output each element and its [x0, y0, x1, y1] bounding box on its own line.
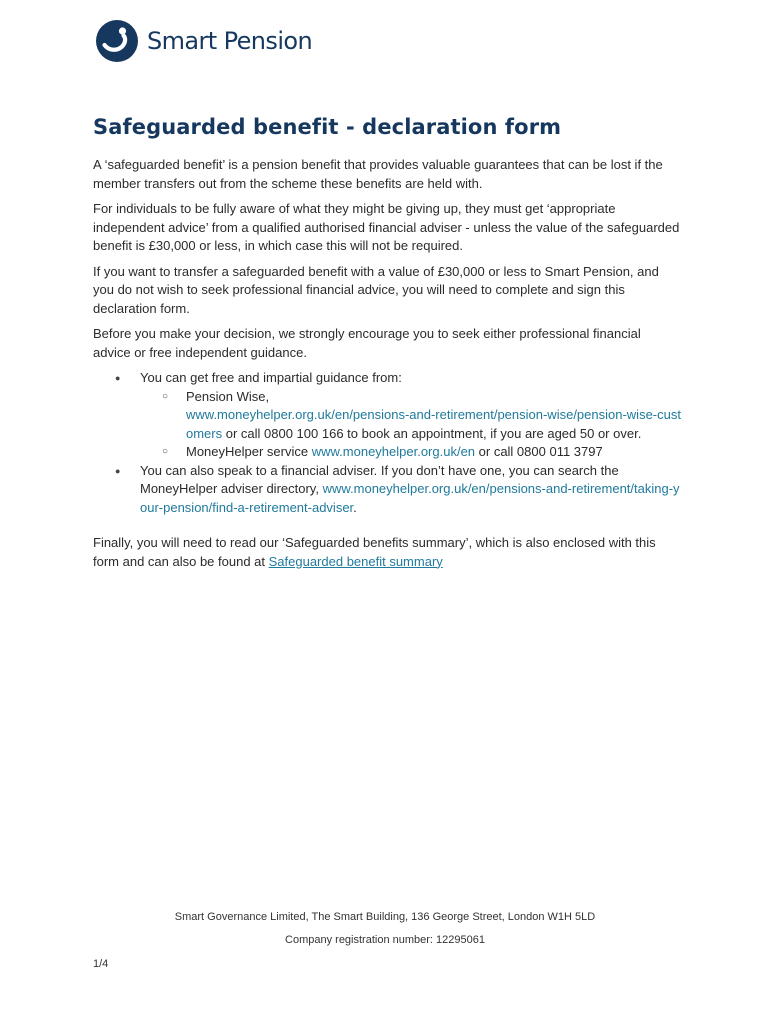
adviser-suffix: . — [353, 499, 357, 515]
brand-name: Smart Pension — [147, 27, 313, 55]
intro-paragraph: A ‘safeguarded benefit’ is a pension benefit that provides valuable guarantees that can be lost if the member transfers out from the scheme these benefits are held with. — [93, 157, 663, 191]
money-helper-suffix: or call 0800 011 3797 — [475, 444, 603, 459]
document-body — [93, 156, 681, 578]
list-item — [140, 443, 681, 462]
page-title: Safeguarded benefit - declaration form — [93, 115, 562, 139]
pension-wise-label: Pension Wise, — [186, 388, 270, 404]
money-helper-label: MoneyHelper service — [186, 444, 312, 459]
guidance-intro: You can get free and impartial guidance from: — [140, 370, 402, 385]
advice-paragraph: For individuals to be fully aware of what they might be giving up, they must get ‘appropriate independent advice’ from a qualified authorised financial adviser - unless the value of the safeguarded benefit is £30,000 or less, in which case this will not be required. — [93, 201, 680, 253]
pension-wise-link[interactable]: www.moneyhelper.org.uk/en/pensions-and-retirement/pension-wise/pension-wise-customers — [186, 407, 681, 441]
smart-pension-logo-icon — [96, 20, 138, 62]
guidance-sublist — [140, 388, 681, 462]
final-text: Finally, you will need to read our ‘Safeguarded benefits summary’, which is also enclosed with this form and can also be found at — [93, 535, 656, 569]
adviser-directory-link[interactable]: www.moneyhelper.org.uk/en/pensions-and-retirement/taking-your-pension/find-a-retirement-adviser — [140, 481, 680, 515]
footer-address: Smart Governance Limited, The Smart Building, 136 George Street, London W1H 5LD — [174, 911, 596, 923]
transfer-paragraph: If you want to transfer a safeguarded benefit with a value of £30,000 or less to Smart Pension, and you do not wish to seek professional financial advice, you will need to complete and sign this declaration form. — [93, 263, 659, 316]
final-paragraph — [93, 534, 681, 571]
decision-paragraph: Before you make your decision, we strongly encourage you to seek either professional financial advice or free independent guidance. — [93, 326, 641, 360]
adviser-text: You can also speak to a financial adviser. If you don’t have one, you can search the MoneyHelper adviser directory, — [140, 462, 619, 496]
list-item — [140, 388, 681, 444]
money-helper-link[interactable]: www.moneyhelper.org.uk/en — [311, 444, 476, 459]
safeguarded-summary-link[interactable]: Safeguarded benefit summary — [268, 553, 443, 569]
brand-logo — [96, 20, 312, 62]
guidance-list — [93, 369, 681, 517]
list-item — [93, 369, 681, 462]
footer-registration: Company registration number: 12295061 — [285, 934, 485, 946]
page-number: 1/4 — [93, 958, 109, 970]
pension-wise-suffix: or call 0800 100 166 to book an appointment, if you are aged 50 or over. — [222, 425, 642, 441]
list-item — [93, 462, 681, 518]
